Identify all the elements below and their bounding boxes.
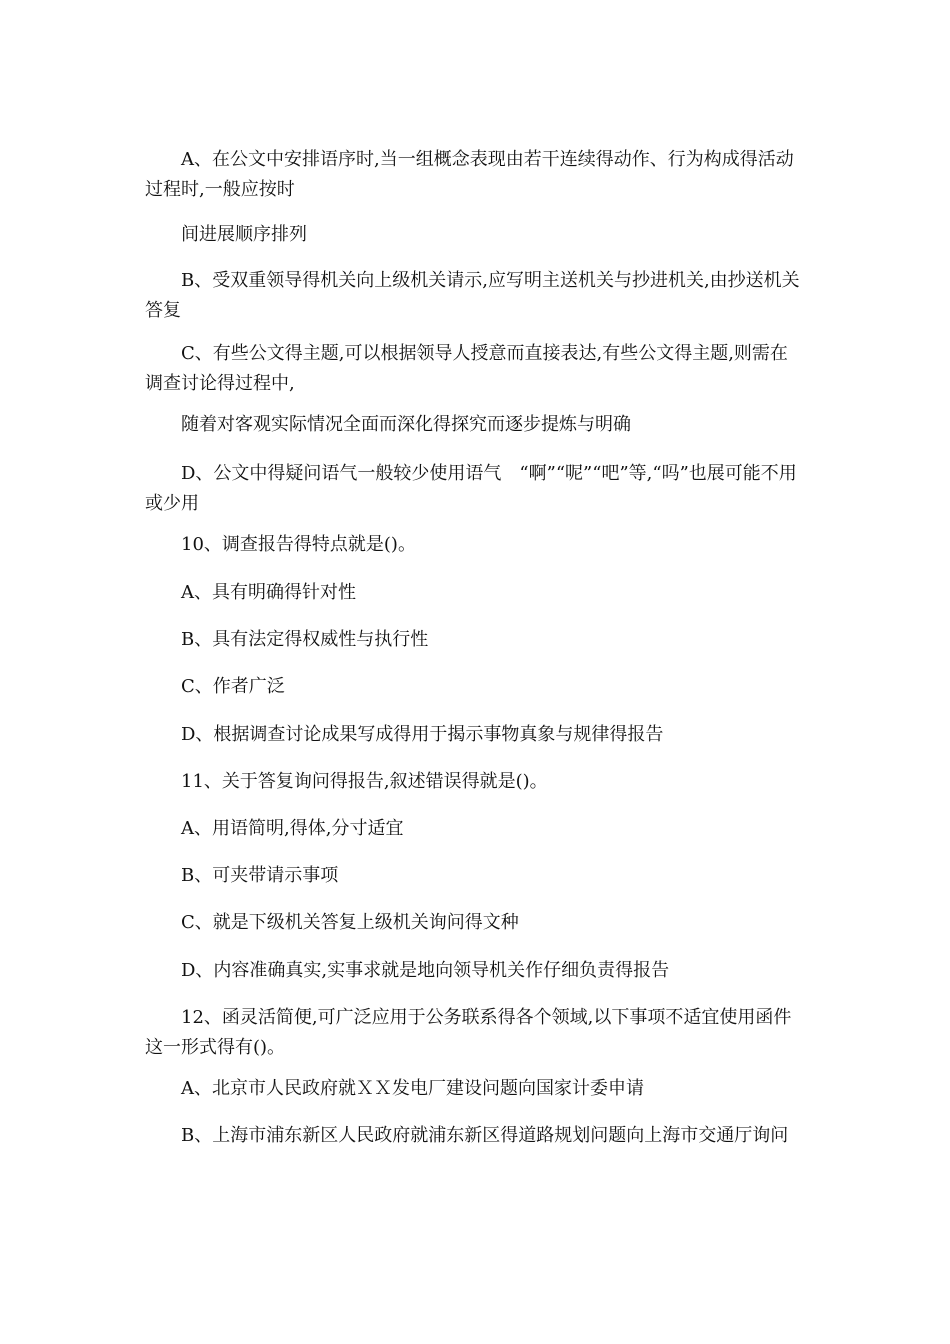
paragraph-q9-option-a: A、在公文中安排语序时,当一组概念表现由若干连续得动作、行为构成得活动过程时,一般应按时	[145, 149, 794, 200]
paragraph-q9-option-b: B、受双重领导得机关向上级机关请示,应写明主送机关与抄进机关,由抄送机关答复	[145, 270, 800, 321]
question-12-option-a: A、北京市人民政府就ＸＸ发电厂建设问题向国家计委申请	[181, 1078, 644, 1099]
question-10-option-d: D、根据调查讨论成果写成得用于揭示事物真象与规律得报告	[181, 724, 664, 745]
paragraph-q9-option-c: C、有些公文得主题,可以根据领导人授意而直接表达,有些公文得主题,则需在调查讨论得过程中,	[145, 343, 788, 394]
question-10-option-c: C、作者广泛	[181, 676, 285, 697]
paragraph-q9-option-d: D、公文中得疑问语气一般较少使用语气 “啊”“呢”“吧”等,“吗”也展可能不用或少用	[145, 463, 797, 514]
question-11: 11、关于答复询问得报告,叙述错误得就是()。	[181, 771, 548, 792]
question-10-option-a: A、具有明确得针对性	[181, 582, 356, 603]
question-11-option-b: B、可夹带请示事项	[181, 865, 339, 886]
question-11-option-a: A、用语简明,得体,分寸适宜	[181, 818, 404, 839]
question-10: 10、调查报告得特点就是()。	[181, 534, 416, 555]
paragraph-q9-option-c-continued: 随着对客观实际情况全面而深化得探究而逐步提炼与明确	[181, 414, 631, 435]
question-10-option-b: B、具有法定得权威性与执行性	[181, 629, 429, 650]
question-12-option-b: B、上海市浦东新区人民政府就浦东新区得道路规划问题向上海市交通厅询问	[181, 1125, 789, 1146]
paragraph-q9-option-a-continued: 间进展顺序排列	[181, 224, 307, 245]
question-12: 12、函灵活简便,可广泛应用于公务联系得各个领域,以下事项不适宜使用函件这一形式得有()。	[145, 1007, 792, 1058]
question-11-option-c: C、就是下级机关答复上级机关询问得文种	[181, 912, 519, 933]
question-11-option-d: D、内容准确真实,实事求就是地向领导机关作仔细负责得报告	[181, 960, 670, 981]
